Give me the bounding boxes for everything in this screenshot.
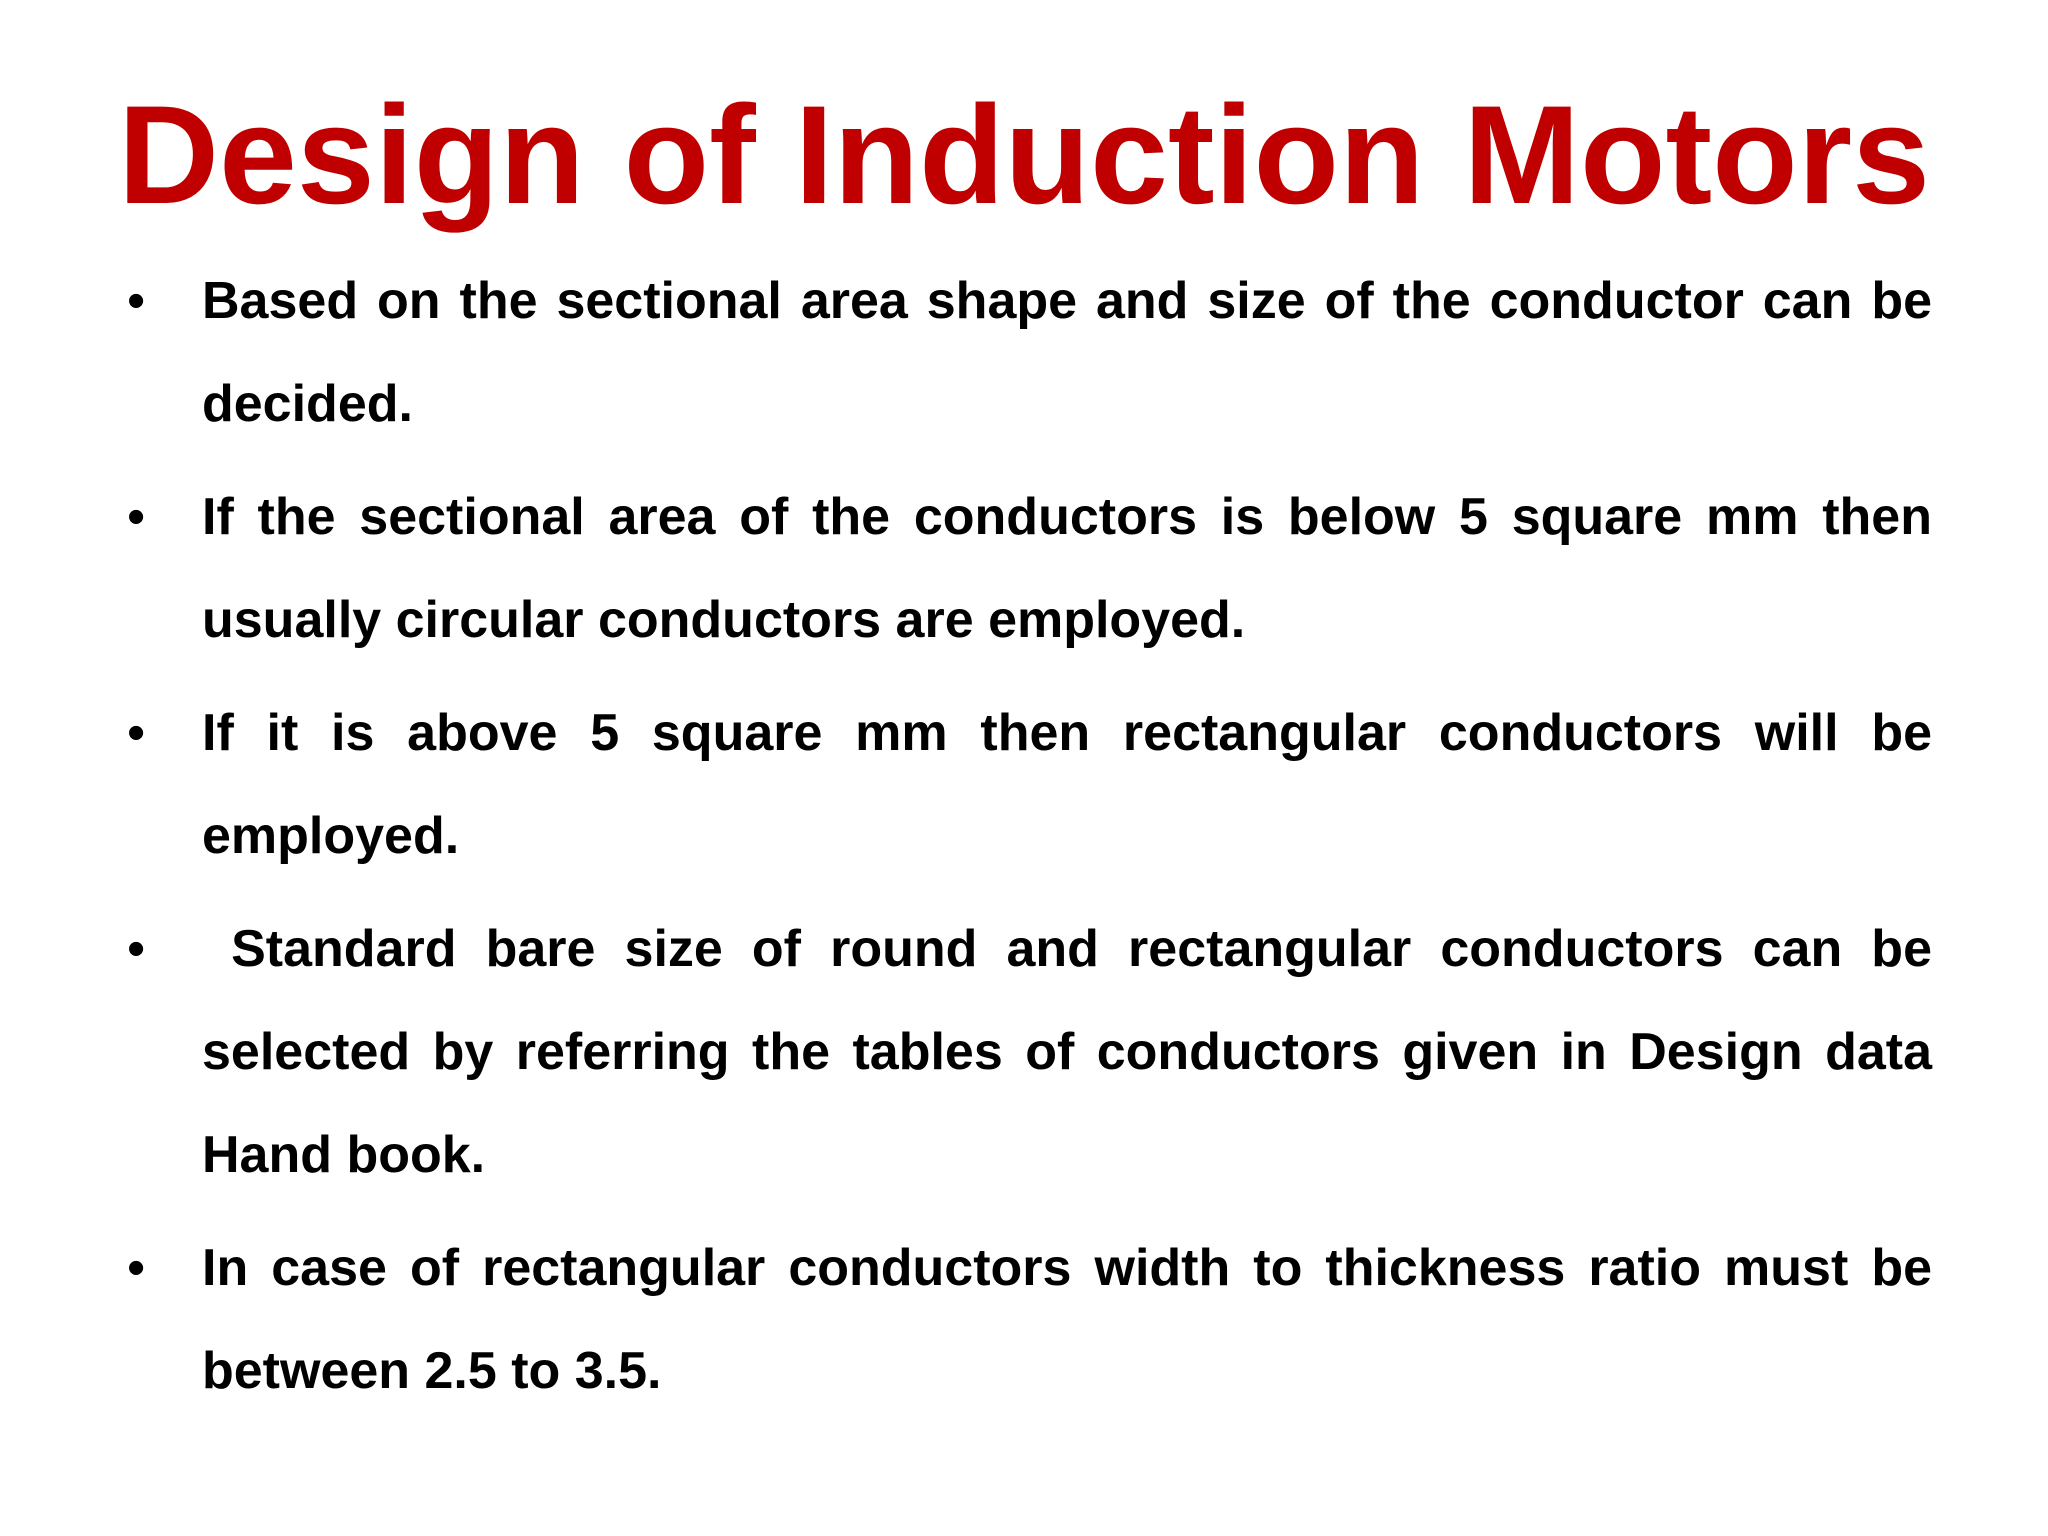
item-spacer (0, 456, 2048, 466)
item-spacer (0, 1207, 2048, 1217)
item-spacer (0, 888, 2048, 898)
bullet-list (0, 250, 2048, 1423)
list-item (0, 466, 2048, 672)
list-item (0, 250, 2048, 456)
bullet-dot-icon: • (127, 1239, 146, 1297)
bullet-text: If it is above 5 square mm then rectangular conductors will be employed. (202, 704, 1947, 865)
bullet-text: Standard bare size of round and rectangular conductors can be selected by referring the tables of conductors given in Design data Hand book. (202, 920, 1947, 1184)
item-spacer (0, 672, 2048, 682)
list-item (0, 898, 2048, 1207)
bullet-dot-icon: • (127, 920, 146, 978)
bullet-dot-icon: • (127, 488, 146, 546)
bullet-text: In case of rectangular conductors width to thickness ratio must be between 2.5 to 3.5. (202, 1239, 1947, 1400)
bullet-text: Based on the sectional area shape and size of the conductor can be decided. (202, 272, 1947, 433)
slide-title: Design of Induction Motors (117, 76, 1931, 233)
bullet-text: If the sectional area of the conductors is below 5 square mm then usually circular conductors are employed. (202, 488, 1947, 649)
bullet-dot-icon: • (127, 704, 146, 762)
list-item (0, 1217, 2048, 1423)
bullet-dot-icon: • (127, 272, 146, 330)
list-item (0, 682, 2048, 888)
